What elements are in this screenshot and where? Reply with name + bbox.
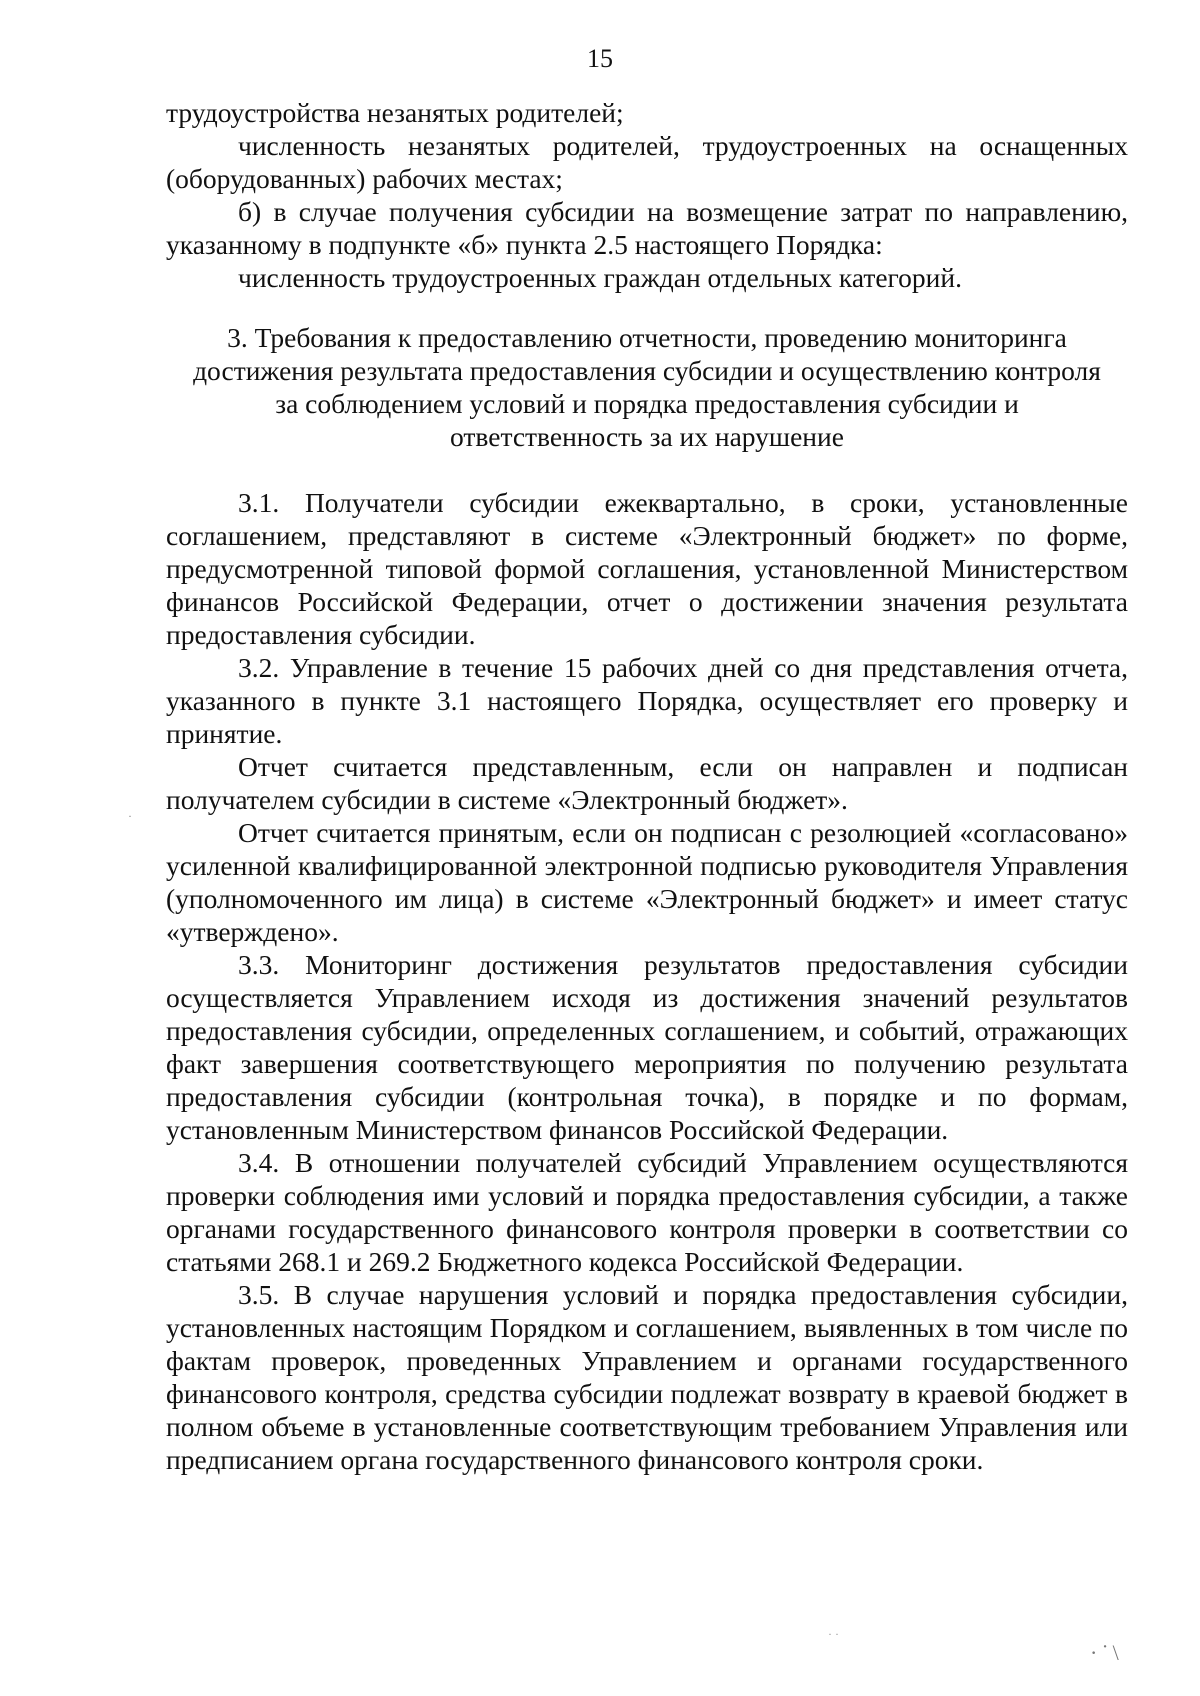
- document-body: [166, 96, 1128, 1476]
- paragraph-unemployed-parents-count: численность незанятых родителей, трудоустроенных на оснащенных (оборудованных) рабочих местах;: [166, 130, 1128, 194]
- section-heading: [166, 321, 1128, 453]
- paragraph-3-4: 3.4. В отношении получателей субсидий Управлением осуществляются проверки соблюдения ими условий и порядка предоставления субсидии, а также органами государственного финансового контроля проверки в соответствии со статьями 268.1 и 269.2 Бюджетного кодекса Российской Федерации.: [166, 1147, 1128, 1277]
- scan-speck: · ·: [828, 1627, 839, 1641]
- paragraph-3-2: 3.2. Управление в течение 15 рабочих дней со дня представления отчета, указанного в пункте 3.1 настоящего Порядка, осуществляет его проверку и принятие.: [166, 652, 1128, 749]
- scan-speck: ·: [128, 809, 132, 823]
- paragraph-report-accepted: Отчет считается принятым, если он подписан с резолюцией «согласовано» усиленной квалифицированной электронной подписью руководителя Управления (уполномоченного им лица) в системе «Электронный бюджет» и имеет статус «утверждено».: [166, 817, 1128, 947]
- paragraph-3-1: 3.1. Получатели субсидии ежеквартально, в сроки, установленные соглашением, представляют в системе «Электронный бюджет» по форме, предусмотренной типовой формой соглашения, установленной Министерством финансов Российской Федерации, отчет о достижении значения результата предоставления субсидии.: [166, 487, 1128, 650]
- paragraph-employed-citizens-count: численность трудоустроенных граждан отдельных категорий.: [238, 262, 962, 293]
- section-heading-line: ответственность за их нарушение: [450, 421, 844, 452]
- page-number: 15: [587, 44, 613, 73]
- paragraph-report-submitted: Отчет считается представленным, если он направлен и подписан получателем субсидии в системе «Электронный бюджет».: [166, 751, 1128, 815]
- paragraph-item-b: б) в случае получения субсидии на возмещение затрат по направлению, указанному в подпункте «б» пункта 2.5 настоящего Порядка:: [166, 196, 1128, 260]
- paragraph-3-5: 3.5. В случае нарушения условий и порядка предоставления субсидии, установленных настоящим Порядком и соглашением, выявленных в том числе по фактам проверок, проведенных Управлением и органами государственного финансового контроля, средства субсидии подлежат возврату в краевой бюджет в полном объеме в установленные соответствующим требованием Управления или предписанием органа государственного финансового контроля сроки.: [166, 1279, 1128, 1475]
- section-heading-line: достижения результата предоставления субсидии и осуществлению контроля: [193, 355, 1101, 386]
- section-heading-line: 3. Требования к предоставлению отчетности, проведению мониторинга: [227, 322, 1067, 353]
- scan-speck: ·˙\: [1090, 1640, 1123, 1665]
- paragraph-3-3: 3.3. Мониторинг достижения результатов предоставления субсидии осуществляется Управлением исходя из достижения значений результатов предоставления субсидии, определенных соглашением, и событий, отражающих факт завершения соответствующего мероприятия по получению результата предоставления субсидии (контрольная точка), в порядке и по формам, установленным Министерством финансов Российской Федерации.: [166, 949, 1128, 1145]
- section-heading-line: за соблюдением условий и порядка предоставления субсидии и: [275, 388, 1019, 419]
- paragraph-continuation: трудоустройства незанятых родителей;: [166, 97, 624, 128]
